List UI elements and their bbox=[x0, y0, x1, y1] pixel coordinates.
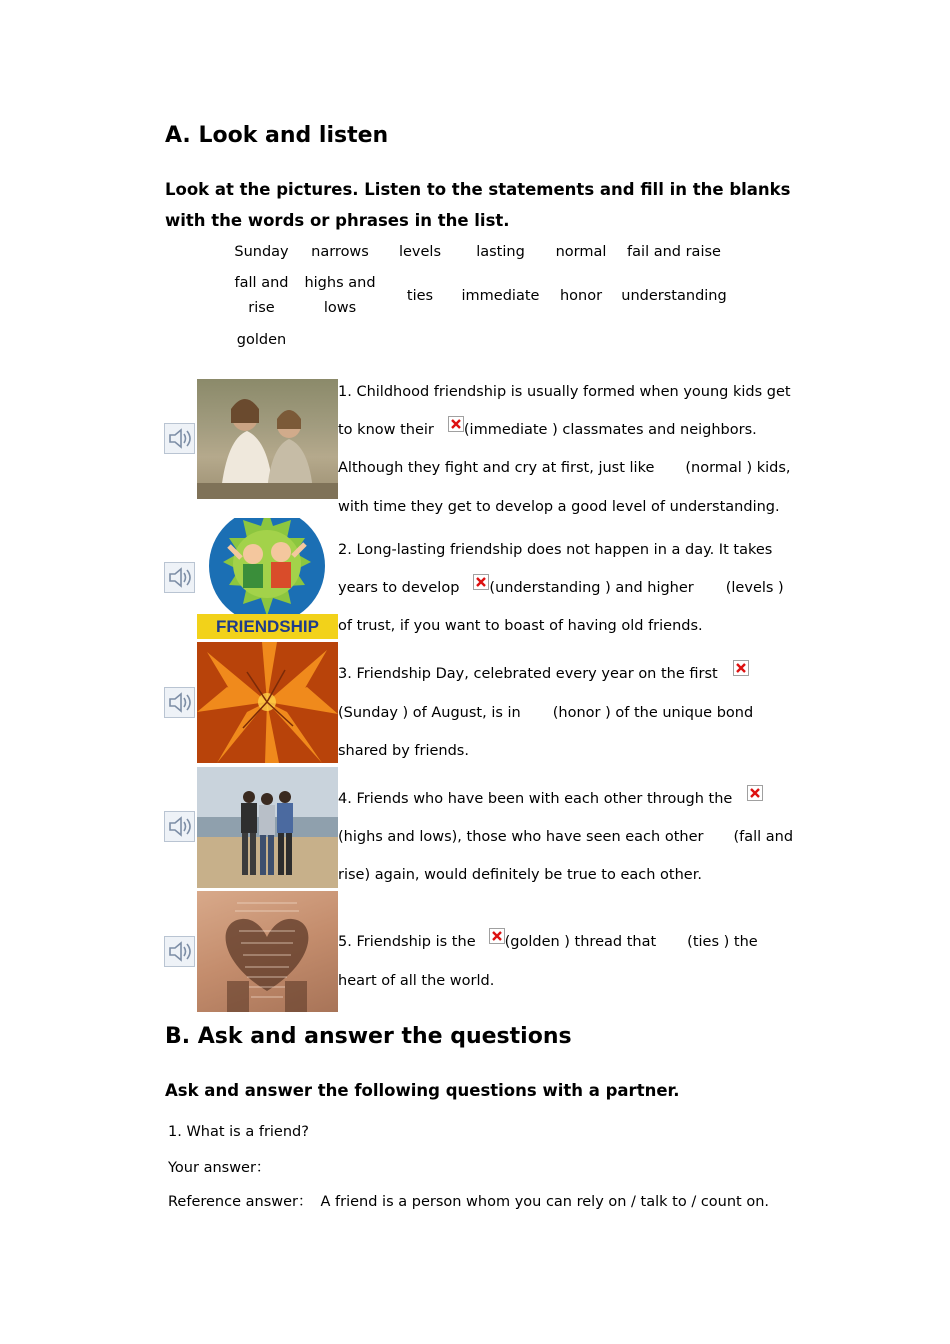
broken-image-icon bbox=[733, 660, 749, 676]
picture-label: FRIENDSHIP bbox=[216, 617, 319, 636]
word: honor bbox=[559, 288, 603, 304]
reference-answer-label: Reference answer： bbox=[168, 1194, 313, 1210]
word: ties bbox=[406, 288, 434, 304]
statement-4-blank-answer: (fall and bbox=[733, 829, 794, 845]
statement-4-text: 4. Friends who have been with each other through the bbox=[338, 791, 733, 807]
word: highs and lows bbox=[304, 275, 376, 316]
statement-1-blank-answer: (immediate ) classmates and neighbors. bbox=[463, 422, 757, 438]
speaker-icon[interactable] bbox=[164, 562, 195, 593]
statement-1-line-4: with time they get to develop a good level of understanding. bbox=[338, 499, 780, 515]
statement-5-line-2: heart of all the world. bbox=[338, 973, 495, 989]
word: fall and rise bbox=[234, 275, 289, 316]
picture-friendship-logo bbox=[197, 518, 338, 639]
statement-5-blank-answer: (ties ) the bbox=[687, 934, 758, 950]
statement-4-line-3: rise) again, would definitely be true to each other. bbox=[338, 867, 702, 883]
picture-heart-hands bbox=[197, 891, 338, 1012]
your-answer-label: Your answer： bbox=[168, 1160, 271, 1176]
statement-2-blank-answer: (understanding ) and higher bbox=[489, 580, 694, 596]
reference-answer-text: A friend is a person whom you can rely on / talk to / count on. bbox=[320, 1194, 770, 1210]
statement-2-line-3: of trust, if you want to boast of having old friends. bbox=[338, 618, 703, 634]
word: understanding bbox=[621, 288, 727, 304]
statement-1-text: to know their bbox=[338, 422, 434, 438]
word: normal bbox=[555, 244, 607, 260]
broken-image-icon bbox=[448, 416, 464, 432]
statement-2-text: years to develop bbox=[338, 580, 460, 596]
section-b-instruction: Ask and answer the following questions with a partner. bbox=[165, 1081, 680, 1100]
instruction-line-2: with the words or phrases in the list. bbox=[165, 211, 510, 230]
broken-image-icon bbox=[489, 928, 505, 944]
section-a-title: A. Look and listen bbox=[165, 123, 389, 148]
word: narrows bbox=[311, 244, 369, 260]
statement-3-blank-answer: (Sunday ) of August, is in bbox=[338, 705, 521, 721]
section-b-title: B. Ask and answer the questions bbox=[165, 1024, 572, 1049]
statement-3-blank-answer: (honor ) of the unique bond bbox=[552, 705, 754, 721]
statement-1-line-1: 1. Childhood friendship is usually formed when young kids get bbox=[338, 384, 791, 400]
word: immediate bbox=[461, 288, 540, 304]
statement-3-text: 3. Friendship Day, celebrated every year on the first bbox=[338, 666, 718, 682]
speaker-icon[interactable] bbox=[164, 936, 195, 967]
broken-image-icon bbox=[747, 785, 763, 801]
question-1: 1. What is a friend? bbox=[168, 1124, 309, 1140]
speaker-icon[interactable] bbox=[164, 423, 195, 454]
word: golden bbox=[236, 332, 287, 348]
statement-1-blank-answer: (normal ) kids, bbox=[685, 460, 791, 476]
picture-flower bbox=[197, 642, 338, 763]
statement-1-text: Although they fight and cry at first, just like bbox=[338, 460, 655, 476]
picture-three-friends bbox=[197, 767, 338, 888]
word: Sunday bbox=[234, 244, 289, 260]
statement-5-blank-answer: (golden ) thread that bbox=[504, 934, 657, 950]
instruction-line-1: Look at the pictures. Listen to the statements and fill in the blanks bbox=[165, 180, 791, 199]
speaker-icon[interactable] bbox=[164, 811, 195, 842]
broken-image-icon bbox=[473, 574, 489, 590]
word: lasting bbox=[476, 244, 525, 260]
speaker-icon[interactable] bbox=[164, 687, 195, 718]
statement-2-blank-answer: (levels ) bbox=[725, 580, 784, 596]
word: levels bbox=[398, 244, 442, 260]
statement-4-blank-answer: (highs and lows), those who have seen each other bbox=[338, 829, 704, 845]
statement-5-text: 5. Friendship is the bbox=[338, 934, 476, 950]
word: fail and raise bbox=[627, 244, 721, 260]
picture-children bbox=[197, 379, 338, 499]
statement-2-line-1: 2. Long-lasting friendship does not happen in a day. It takes bbox=[338, 542, 773, 558]
statement-3-line-3: shared by friends. bbox=[338, 743, 469, 759]
